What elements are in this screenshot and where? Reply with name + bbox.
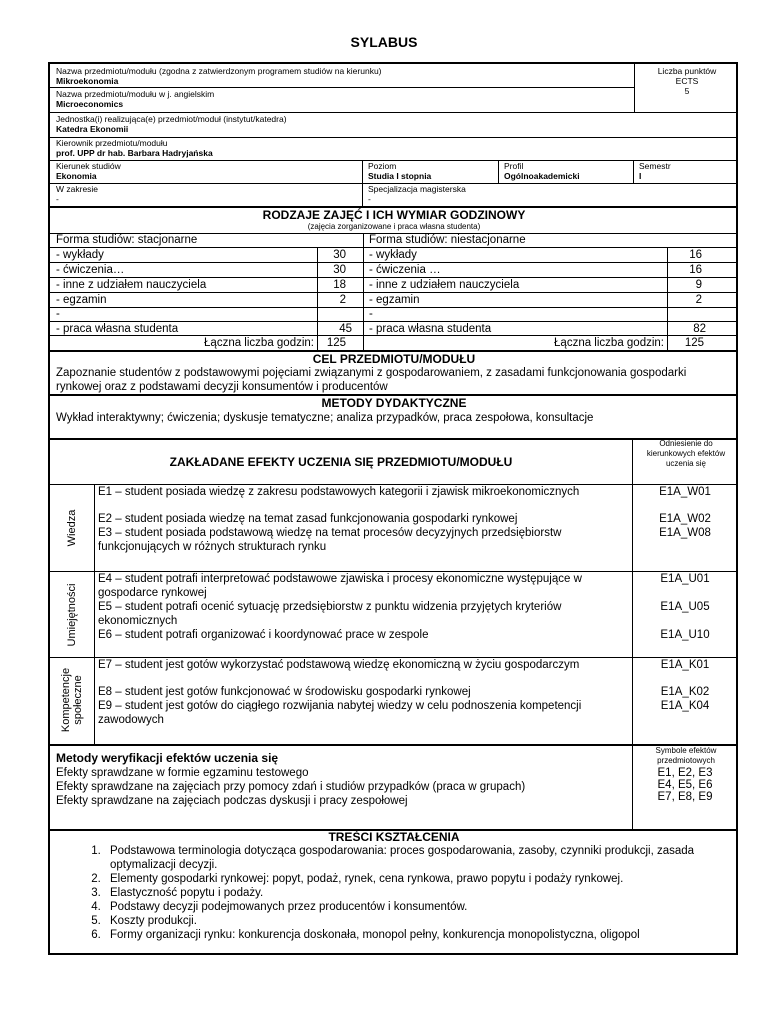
content-title: TREŚCI KSZTAŁCENIA [328,830,460,844]
spec-value: - [368,194,371,204]
hours-title: RODZAJE ZAJĘĆ I ICH WYMIAR GODZINOWY [262,208,526,222]
outcome-e7: E7 – student jest gotów wykorzystać podstawową wiedzę ekonomiczną w życiu gospodarczym [98,659,580,671]
outcome-e5-code: E1A_U05 [660,601,710,613]
field-value: Ekonomia [56,171,97,181]
scope-field [56,184,356,204]
subject-name-value: Mikroekonomia [56,76,119,86]
methods-title: METODY DYDAKTYCZNE [321,396,467,410]
ects-field [636,66,738,96]
unit-value: Katedra Ekonomii [56,124,129,134]
goal-text: Zapoznanie studentów z podstawowymi pojęciami związanymi z gospodarowaniem, z zasadami funkcjonowania gospodarki rynkowej oraz z podstawami decyzji konsumentów i producentów [56,367,687,393]
semester-label: Semestr [639,161,671,171]
profile-label: Profil [504,161,524,171]
syllabus-document: Nazwa przedmiotu/modułu (zgodna z zatwierdzonym programem studiów na kierunku) Mikroekonomia Nazwa przedmiotu/modułu w j. angielskim Microeconomics Liczba punktów ECTS 5 Jednostka(i) realizująca(e) przedmiot/moduł (instytut/katedra) Katedra Ekonomii Kierownik przedmiotu/modułu prof. UPP dr hab. Barbara Hadryjańska Kierunek studiów Ekonomia Poziom Studia I stopnia Profil Ogólnoakademicki Semestr I W zakresie - Specjalizacja magisterska - RODZAJE ZAJĘĆ I ICH WYMIAR GODZINOWY (zajęcia zorganizowane i praca własna studenta) Forma studiów: stacjonarne Forma studiów: niestacjonarne - wykłady 30 - wykłady 16 - ćwiczenia… 30 - ćwiczenia … 16 - inne z udziałem nauczyciela 18 - inne z udziałem nauczyciela 9 - egzamin 2 - egzamin 2 - - - praca własna studenta 45 - praca własna studenta 82 Łączna liczba godzin: 125 Łączna liczba godzin: 125 CEL PRZEDMIOTU/MODUŁU Zapoznanie studentów z podstawowymi pojęciami związanymi z gospodarowaniem, z zasadami funkcjonowania gospodarki rynkowej oraz z podstawami decyzji konsumentów i producentów METODY DYDAKTYCZNE Wykład interaktywny; ćwiczenia; dyskusje tematyczne; analiza przypadków, praca zespołowa, konsultacje ZAKŁADANE EFEKTY UCZENIA SIĘ PRZEDMIOTU/MODUŁU Odniesienie do kierunkowych efektów uczenia się Wiedza E1 – student posiada wiedzę z zakresu podstawowych kategorii i zjawisk mikroekonomicznych E1A_W01 E2 – student posiada wiedzę na temat zasad funkcjonowania gospodarki rynkowej E1A_W02 E3 – student posiada podstawową wiedzę na temat procesów decyzyjnych przedsiębiorstw funkcjonujących w różnych strukturach rynku E1A_W08 Umiejętności E4 – student potrafi interpretować podstawowe zjawiska i procesy ekonomiczne występujące w gospodarce rynkowej E1A_U01 E5 – student potrafi ocenić sytuację przedsiębiorstw z punktu widzenia przyjętych kryteriów ekonomicznych E1A_U05 E6 – student potrafi organizować i koordynować prace w zespole E1A_U10 Kompetencje społeczne E7 – student jest gotów wykorzystać podstawową wiedzę ekonomiczną w życiu gospodarczym E1A_K01 E8 – student jest gotów funkcjonować w środowisku gospodarki rynkowej E1A_K02 E9 – student jest gotów do ciągłego rozwijania nabytej wiedzy w celu podnoszenia kompetencji zawodowych E1A_K04 Metody weryfikacji efektów uczenia się Symbole efektów przedmiotowych Efekty sprawdzane w formie egzaminu testowego E1, E2, E3 Efekty sprawdzane na zajęciach przy pomocy zdań i studiów przypadków (praca w grupach) E4, E5, E6 Efekty sprawdzane na zajęciach podczas dyskusji i pracy zespołowej E7, E8, E9 TREŚCI KSZTAŁCENIA 1. Podstawowa terminologia dotycząca gospodarowania: proces gospodarowania, zasoby, czynniki produkcji, zasada optymalizacji decyzji. 2. Elementy gospodarki rynkowej: popyt, podaż, rynek, cena rynkowa, prawo popytu i podaży rynkowej. 3. Elastyczność popytu i podaży. 4. Podstawy decyzji podejmowanych przez producentów i konsumentów. 5. Koszty produkcji. 6. Formy organizacji rynku: konkurencja doskonała, monopol pełny, konkurencja monopolistyczna, oligopol [48,62,738,955]
hours-subtitle: (zajęcia zorganizowane i praca własna studenta) [307,222,481,231]
verification-title: Metody weryfikacji efektów uczenia się [56,751,279,765]
subject-name-label: Nazwa przedmiotu/modułu (zgodna z zatwierdzonym programem studiów na kierunku) [56,66,382,76]
ects-value: 5 [684,86,690,96]
subject-name-en-field [56,89,632,109]
field-of-study [56,161,356,181]
outcome-e1-code: E1A_W01 [659,486,711,498]
verification-symbols-label: Symbole efektów przedmiotowych [655,746,717,765]
group-label-skills: Umiejętności [66,583,78,647]
page-title: SYLABUS [350,34,418,50]
scope-value: - [56,194,59,204]
outcome-e9-code: E1A_K04 [660,700,710,712]
outcome-e1: E1 – student posiada wiedzę z zakresu podstawowych kategorii i zjawisk mikroekonomicznych [98,486,580,498]
outcome-e3: E3 – student posiada podstawową wiedzę na temat procesów decyzyjnych przedsiębiorstw funkcjonujących w różnych strukturach rynku [98,527,562,553]
content-list [78,844,728,942]
outcome-e7-code: E1A_K01 [660,659,710,671]
methods-text: Wykład interaktywny; ćwiczenia; dyskusje tematyczne; analiza przypadków, praca zespołowa, konsultacje [56,412,594,424]
outcome-e4: E4 – student potrafi interpretować podstawowe zjawiska i procesy ekonomiczne występujące w gospodarce rynkowej [98,573,582,599]
full-time-label: Forma studiów: stacjonarne [56,234,198,246]
head-field [56,138,732,158]
content-item: 5. Koszty produkcji. [104,914,728,928]
subject-name-en-value: Microeconomics [56,99,124,109]
outcomes-ref-label: Odniesienie do kierunkowych efektów uczenia się [646,439,726,468]
semester-value: I [639,171,642,181]
spec-field [368,184,668,204]
outcome-e2: E2 – student posiada wiedzę na temat zasad funkcjonowania gospodarki rynkowej [98,513,518,525]
content-item: 2. Elementy gospodarki rynkowej: popyt, podaż, rynek, cena rynkowa, prawo popytu i podaży rynkowej. [104,872,728,886]
part-time-label: Forma studiów: niestacjonarne [369,234,526,246]
outcomes-title: ZAKŁADANE EFEKTY UCZENIA SIĘ PRZEDMIOTU/MODUŁU [169,455,513,469]
outcome-e8-code: E1A_K02 [660,686,710,698]
content-item: 6. Formy organizacji rynku: konkurencja doskonała, monopol pełny, konkurencja monopolistyczna, oligopol [104,928,728,942]
outcome-e9: E9 – student jest gotów do ciągłego rozwijania nabytej wiedzy w celu podnoszenia kompetencji zawodowych [98,700,582,726]
outcome-e3-code: E1A_W08 [659,527,711,539]
level-label: Poziom [368,161,397,171]
scope-label: W zakresie [56,184,99,194]
unit-field [56,114,732,134]
semester-field [639,161,735,181]
subject-name-field [56,66,632,86]
head-label: Kierownik przedmiotu/modułu [56,138,168,148]
level-field [368,161,496,181]
content-item: 3. Elastyczność popytu i podaży. [104,886,728,900]
outcome-e5: E5 – student potrafi ocenić sytuację przedsiębiorstw z punktu widzenia przyjętych kryteriów ekonomicznych [98,601,562,627]
goal-title: CEL PRZEDMIOTU/MODUŁU [312,352,476,366]
content-item: 4. Podstawy decyzji podejmowanych przez producentów i konsumentów. [104,900,728,914]
field-label: Kierunek studiów [56,161,121,171]
outcome-e6: E6 – student potrafi organizować i koordynować prace w zespole [98,629,429,641]
content-item: 1. Podstawowa terminologia dotycząca gospodarowania: proces gospodarowania, zasoby, czynniki produkcji, zasada optymalizacji decyzji. [104,844,728,872]
outcome-e2-code: E1A_W02 [659,513,711,525]
profile-value: Ogólnoakademicki [504,171,580,181]
group-label-knowledge: Wiedza [66,509,78,547]
profile-field [504,161,630,181]
level-value: Studia I stopnia [368,171,432,181]
outcome-e4-code: E1A_U01 [660,573,710,585]
unit-label: Jednostka(i) realizująca(e) przedmiot/moduł (instytut/katedra) [56,114,287,124]
outcome-e8: E8 – student jest gotów funkcjonować w środowisku gospodarki rynkowej [98,686,471,698]
head-value: prof. UPP dr hab. Barbara Hadryjańska [56,148,213,158]
group-label-competences: Kompetencje społeczne [60,667,84,733]
ects-label: Liczba punktów ECTS [657,66,717,86]
outcome-e6-code: E1A_U10 [660,629,710,641]
spec-label: Specjalizacja magisterska [368,184,466,194]
subject-name-en-label: Nazwa przedmiotu/modułu w j. angielskim [56,89,215,99]
